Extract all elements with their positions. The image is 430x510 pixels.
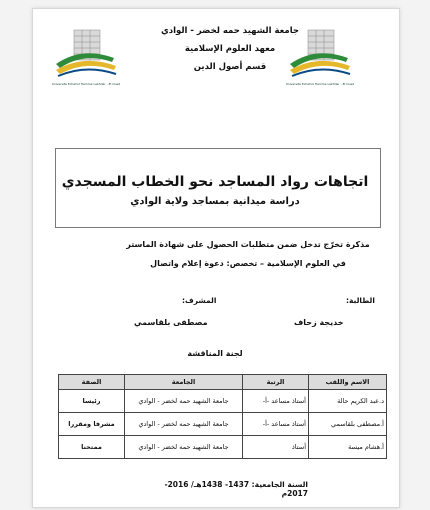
table-row <box>59 413 387 436</box>
member-role: مشرفا ومقررا <box>59 413 125 436</box>
student-label: الطالبة: <box>346 296 375 305</box>
table-row <box>59 390 387 413</box>
header-role: الصفة <box>59 375 125 390</box>
member-role: ممتحنا <box>59 436 125 459</box>
member-rank: أستاذ مساعد -أ- <box>243 390 309 413</box>
institution-header <box>160 22 300 76</box>
committee-table <box>58 374 387 459</box>
member-name: د.عبد الكريم حالة <box>309 390 387 413</box>
university-logo-right <box>286 24 354 80</box>
institute-name: معهد العلوم الإسلامية <box>184 44 276 54</box>
supervisor-name: مصطفى بلقاسمي <box>134 318 208 327</box>
university-name: جامعة الشهيد حمه لخضر - الوادي <box>160 26 300 36</box>
logo-caption-left: Université Echahid Hamma Lakhdar - El Oued <box>51 82 121 86</box>
committee-title: لجنة المناقشة <box>187 349 243 358</box>
thesis-title: اتجاهات رواد المساجد نحو الخطاب المسجدي <box>61 174 369 190</box>
logo-caption-right: Université Echahid Hamma Lakhdar - El Oued <box>285 82 355 86</box>
university-logo-left <box>52 24 120 80</box>
header-university: الجامعة <box>125 375 243 390</box>
thesis-subtitle: دراسة ميدانية بمساجد ولاية الوادي <box>130 196 300 207</box>
header-name: الاسم واللقب <box>309 375 387 390</box>
member-rank: أستاذ مساعد -أ- <box>243 413 309 436</box>
header-rank: الرتبة <box>243 375 309 390</box>
student-name: خديجة زحاف <box>294 318 344 327</box>
thesis-statement-line1: مذكرة تخرّج تدخل ضمن متطلبات الحصول على شهادة الماستر <box>126 240 370 249</box>
table-header-row <box>59 375 387 390</box>
supervisor-label: المشرف: <box>182 296 217 305</box>
academic-year: السنة الجامعية: 1437- 1438هـ/ 2016- 2017م <box>164 480 308 498</box>
member-university: جامعة الشهيد حمه لخضر - الوادي <box>125 413 243 436</box>
department-name: قسم أصول الدين <box>193 62 267 72</box>
table-row <box>59 436 387 459</box>
member-university: جامعة الشهيد حمه لخضر - الوادي <box>125 436 243 459</box>
member-name: أ.مصطفى بلقاسمي <box>309 413 387 436</box>
member-role: رئيسا <box>59 390 125 413</box>
thesis-statement-line2: في العلوم الإسلامية – تخصص: دعوة إعلام واتصال <box>150 259 346 268</box>
member-name: أ.هشام ميسة <box>309 436 387 459</box>
member-rank: أستاذ <box>243 436 309 459</box>
member-university: جامعة الشهيد حمه لخضر - الوادي <box>125 390 243 413</box>
